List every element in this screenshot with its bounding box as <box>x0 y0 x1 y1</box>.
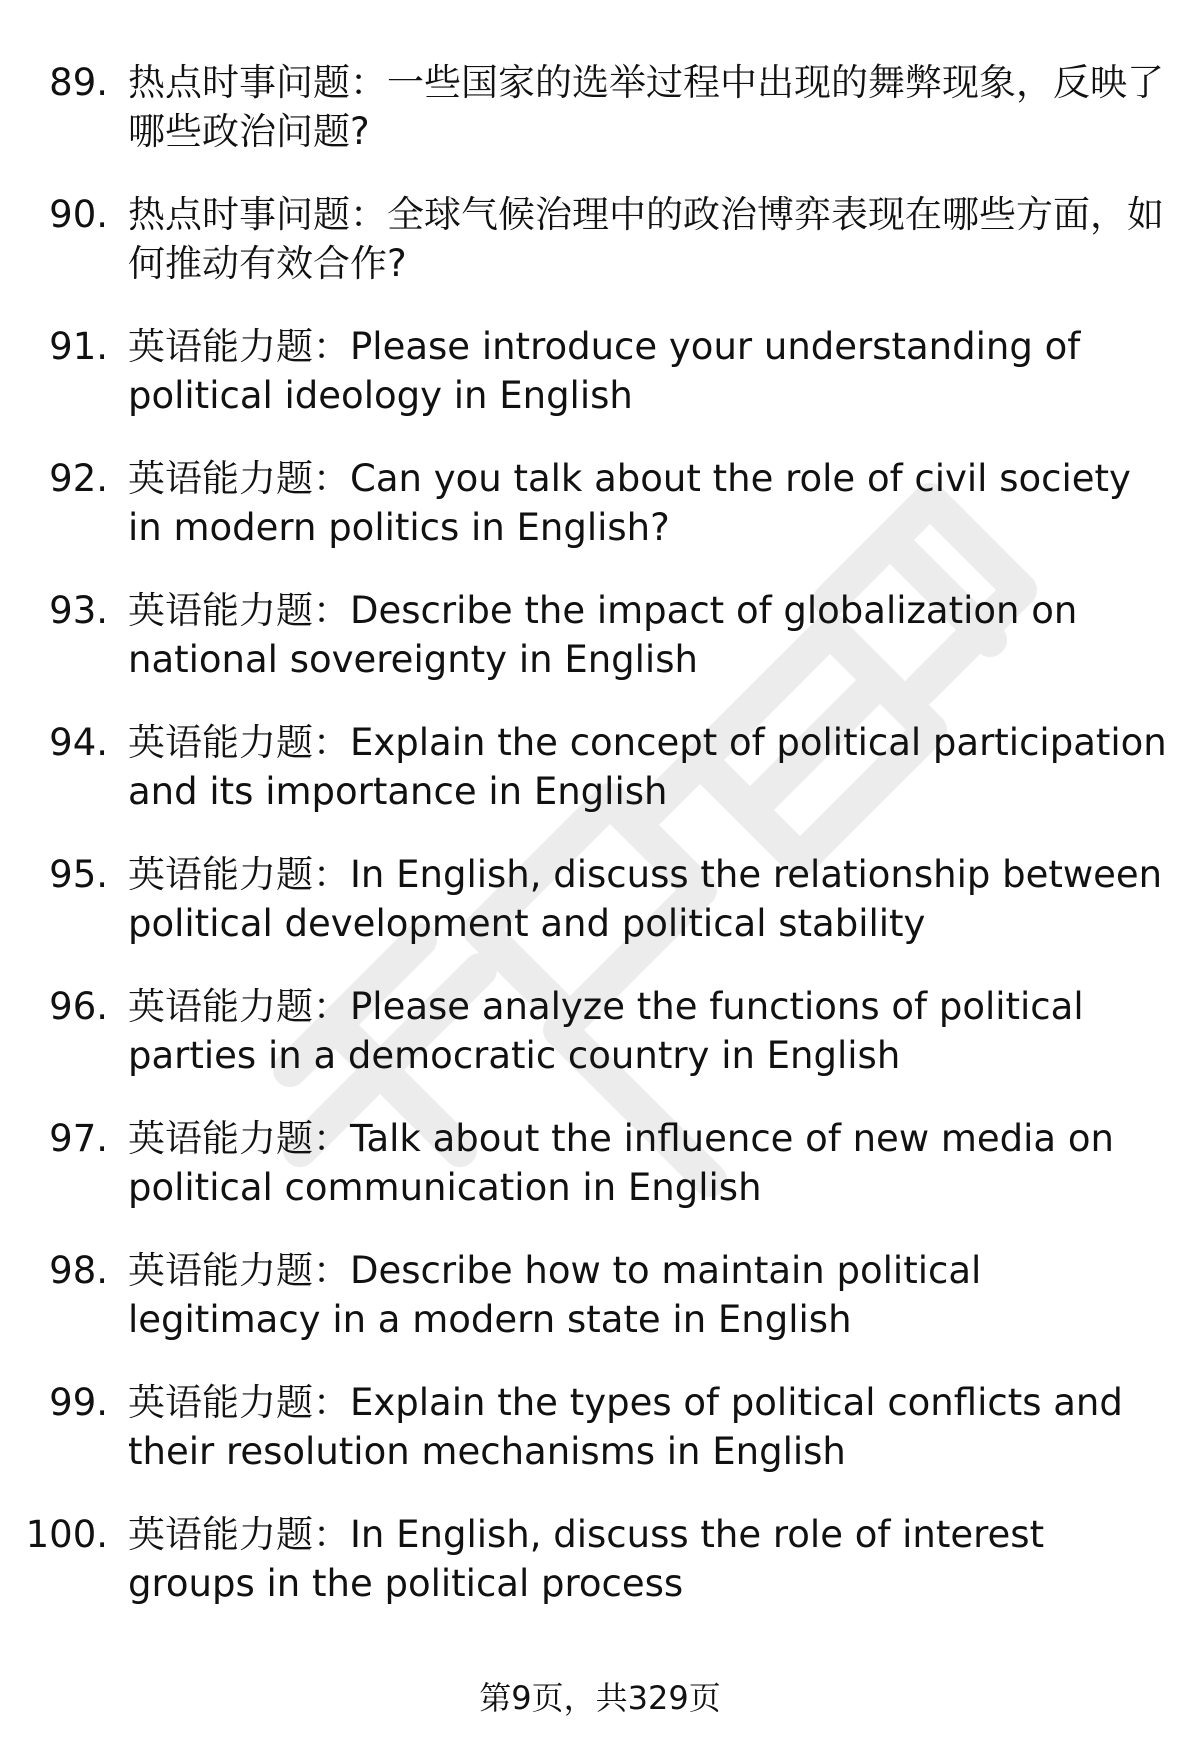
question-category: 英语能力题 <box>128 589 313 632</box>
question-item <box>0 1378 1200 1510</box>
question-category: 热点时事问题 <box>128 193 350 236</box>
question-item <box>0 1246 1200 1378</box>
question-category: 英语能力题 <box>128 1381 313 1424</box>
question-category: 英语能力题 <box>128 985 313 1028</box>
question-text <box>128 1114 1168 1212</box>
question-list <box>0 58 1200 1642</box>
question-body: Can you talk about the role of civil society in modern politics in English? <box>128 457 1131 549</box>
question-text <box>128 586 1168 684</box>
question-text <box>128 58 1168 156</box>
question-body: Describe how to maintain political legitimacy in a modern state in English <box>128 1249 982 1341</box>
question-category: 英语能力题 <box>128 721 313 764</box>
page-number-footer: 第9页，共329页 <box>479 1679 721 1717</box>
category-separator: ： <box>350 193 387 236</box>
question-number: 89. <box>49 61 108 104</box>
category-separator: ： <box>313 1513 350 1556</box>
question-body: 一些国家的选举过程中出现的舞弊现象，反映了哪些政治问题? <box>128 61 1164 153</box>
category-separator: ： <box>313 589 350 632</box>
question-text <box>128 190 1168 288</box>
question-item <box>0 850 1200 982</box>
question-item <box>0 58 1200 190</box>
question-number: 93. <box>49 589 108 632</box>
question-category: 英语能力题 <box>128 457 313 500</box>
question-text <box>128 454 1168 552</box>
question-number: 90. <box>49 193 108 236</box>
question-number: 92. <box>49 457 108 500</box>
question-number: 95. <box>49 853 108 896</box>
question-category: 英语能力题 <box>128 1117 313 1160</box>
question-text <box>128 1378 1168 1476</box>
question-category: 英语能力题 <box>128 853 313 896</box>
question-number: 100. <box>25 1513 108 1556</box>
category-separator: ： <box>313 1381 350 1424</box>
question-body: Explain the concept of political participation and its importance in English <box>128 721 1167 813</box>
category-separator: ： <box>313 1117 350 1160</box>
question-text <box>128 1246 1168 1344</box>
question-item <box>0 586 1200 718</box>
question-item <box>0 982 1200 1114</box>
question-text <box>128 718 1168 816</box>
question-category: 英语能力题 <box>128 1249 313 1292</box>
category-separator: ： <box>313 985 350 1028</box>
question-item <box>0 718 1200 850</box>
question-body: 全球气候治理中的政治博弈表现在哪些方面，如何推动有效合作? <box>128 193 1164 285</box>
question-body: Please introduce your understanding of political ideology in English <box>128 325 1081 417</box>
question-text <box>128 850 1168 948</box>
question-text <box>128 322 1168 420</box>
category-separator: ： <box>313 721 350 764</box>
question-body: Talk about the influence of new media on political communication in English <box>128 1117 1114 1209</box>
question-number: 99. <box>49 1381 108 1424</box>
question-body: In English, discuss the role of interest groups in the political process <box>128 1513 1045 1605</box>
category-separator: ： <box>313 325 350 368</box>
question-item <box>0 1510 1200 1642</box>
question-item <box>0 190 1200 322</box>
question-body: Please analyze the functions of political parties in a democratic country in English <box>128 985 1084 1077</box>
question-item <box>0 1114 1200 1246</box>
question-number: 98. <box>49 1249 108 1292</box>
question-category: 热点时事问题 <box>128 61 350 104</box>
question-body: In English, discuss the relationship between political development and political stability <box>128 853 1163 945</box>
category-separator: ： <box>313 853 350 896</box>
category-separator: ： <box>350 61 387 104</box>
category-separator: ： <box>313 1249 350 1292</box>
question-text <box>128 982 1168 1080</box>
question-body: Explain the types of political conflicts and their resolution mechanisms in English <box>128 1381 1123 1473</box>
question-item <box>0 454 1200 586</box>
question-category: 英语能力题 <box>128 1513 313 1556</box>
question-number: 91. <box>49 325 108 368</box>
question-category: 英语能力题 <box>128 325 313 368</box>
question-number: 96. <box>49 985 108 1028</box>
question-number: 97. <box>49 1117 108 1160</box>
question-item <box>0 322 1200 454</box>
category-separator: ： <box>313 457 350 500</box>
question-number: 94. <box>49 721 108 764</box>
question-body: Describe the impact of globalization on national sovereignty in English <box>128 589 1078 681</box>
question-text <box>128 1510 1168 1608</box>
